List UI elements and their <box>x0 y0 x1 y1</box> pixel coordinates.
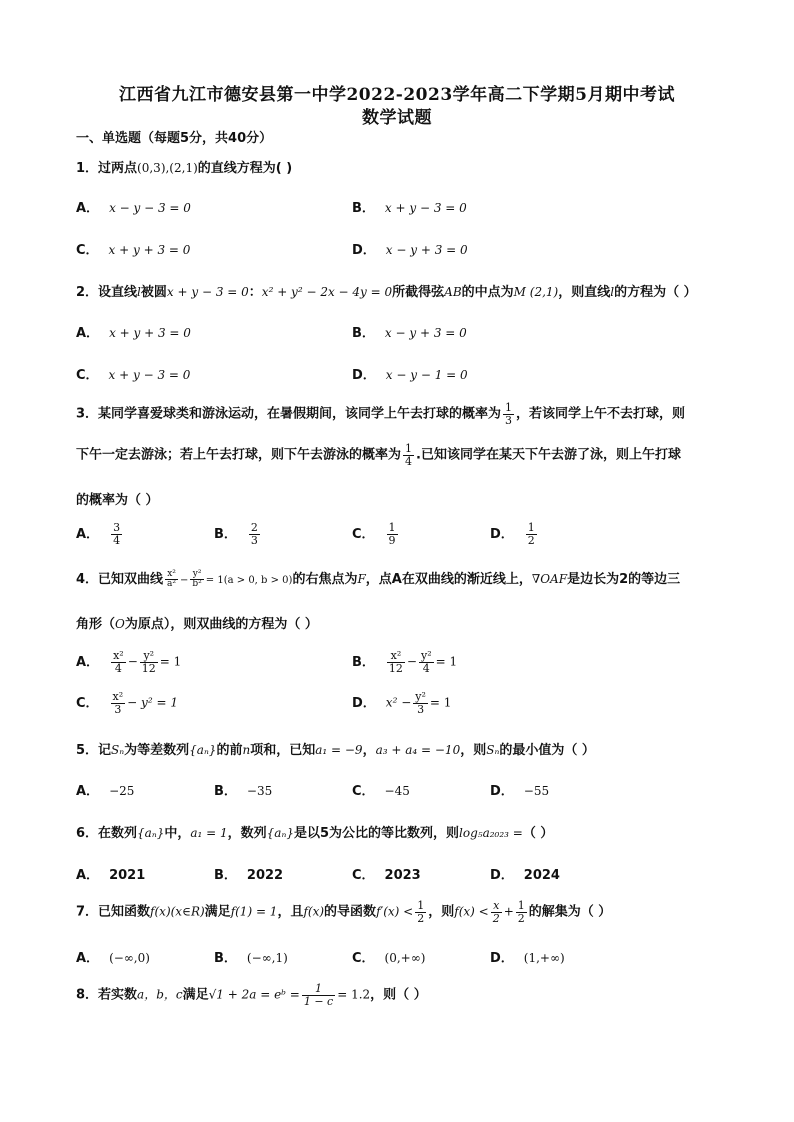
q4-text: 的右焦点为 <box>292 572 358 587</box>
option-label: D． <box>490 526 514 542</box>
q7-half2: $\frac{1}{2}$ <box>517 899 525 925</box>
option-label: C． <box>352 784 375 799</box>
q6-text: （ ） <box>522 826 554 841</box>
option-frac-x: $\frac{\text{x²}}{12}$ <box>388 649 403 675</box>
question-3-line3: 的概率为（ ） <box>76 493 159 508</box>
q2-option-a[interactable] <box>76 322 191 341</box>
q6-option-d[interactable] <box>490 864 560 883</box>
q2-l: l <box>137 285 141 299</box>
option-value: (−∞,0) <box>109 951 150 965</box>
q7-f1: f(1) = 1 <box>230 904 278 919</box>
option-value: $\frac{1}{9}$ <box>388 521 396 547</box>
q7-option-d[interactable] <box>490 947 565 966</box>
q1-option-c[interactable] <box>76 239 190 258</box>
q3-option-c[interactable] <box>352 522 400 546</box>
question-3-line2 <box>76 443 681 467</box>
q8-val: = 1.2 <box>337 987 371 1002</box>
option-label: D． <box>352 695 376 711</box>
option-value: −45 <box>384 784 410 798</box>
option-label: A． <box>76 526 100 542</box>
option-frac-y: $\frac{\text{y²}}{12}$ <box>141 649 156 675</box>
q5-sequence: {aₙ} <box>189 743 217 757</box>
q5-option-b[interactable] <box>214 780 272 799</box>
q5-a34: a₃ + a₄ = −10 <box>375 743 461 757</box>
q2-chord: AB <box>444 285 462 299</box>
option-label: D． <box>490 868 514 883</box>
q3-text: .已知该同学在某天下午去游了泳，则上午打球 <box>416 447 681 463</box>
q5-option-a[interactable] <box>76 780 134 799</box>
option-frac-x: $\frac{\text{x²}}{3}$ <box>112 690 124 716</box>
q5-text: 的最小值为（ ） <box>499 743 595 758</box>
q6-option-a[interactable] <box>76 864 145 883</box>
option-label: A． <box>76 326 100 341</box>
q4-frac-x: $\frac{\text{x²}}{\text{a²}}$ <box>167 568 177 589</box>
q4-condition: = 1(a > 0, b > 0) <box>205 575 293 586</box>
question-4-line2 <box>76 613 318 632</box>
q3-text: 下午一定去游泳；若上午去打球，则下午去游泳的概率为 <box>76 447 402 463</box>
option-minus: − <box>127 654 138 669</box>
option-lead: x² − <box>385 695 412 710</box>
q2-midpoint: M (2,1) <box>513 285 559 299</box>
q1-option-a[interactable] <box>76 197 191 216</box>
question-2-stem <box>76 281 697 300</box>
question-7-stem <box>76 900 611 924</box>
q5-option-c[interactable] <box>352 780 410 799</box>
q3-option-b[interactable] <box>214 522 262 546</box>
section-heading: 一、单选题（每题5分，共40分） <box>76 131 273 146</box>
q6-log: log₅a₂₀₂₃ = <box>459 826 523 840</box>
option-value: x − y − 1 = 0 <box>385 368 468 382</box>
q2-text-c: 所截得弦 <box>392 285 445 300</box>
option-value: $\frac{2}{3}$ <box>250 521 258 547</box>
q6-text: 6．在数列 <box>76 826 138 841</box>
q1-option-b[interactable] <box>352 197 467 216</box>
q2-l2: l <box>610 285 615 299</box>
q7-option-b[interactable] <box>214 947 288 966</box>
q7-text: 满足 <box>204 904 231 920</box>
q6-sequence2: {aₙ} <box>266 826 294 840</box>
question-3-line1 <box>76 402 685 426</box>
q5-text: 5．记 <box>76 743 112 758</box>
q8-expr: √1 + 2a = eᵇ = <box>208 987 300 1002</box>
option-label: B． <box>352 654 375 670</box>
q8-text: 8．若实数 <box>76 987 138 1003</box>
q3-text: 3．某同学喜爱球类和游泳运动，在暑假期间，该同学上午去打球的概率为 <box>76 406 502 422</box>
q4-origin: O <box>115 617 125 631</box>
q4-frac-y: $\frac{\text{y²}}{\text{b²}}$ <box>192 568 202 589</box>
option-value: −55 <box>523 784 550 798</box>
q3-prob-2: $\frac{1}{4}$ <box>405 442 413 468</box>
question-4-line1 <box>76 568 680 589</box>
q5-text: 为等差数列 <box>124 743 190 758</box>
q5-a1: a₁ = −9 <box>315 743 363 757</box>
q7-func: f(x)(x∈R) <box>150 904 205 919</box>
q6-text: ，数列 <box>227 826 267 841</box>
q4-option-b[interactable] <box>352 650 457 674</box>
question-5-stem <box>76 739 595 758</box>
q3-text: ，若该同学上午不去打球，则 <box>516 406 686 422</box>
option-frac-y: $\frac{\text{y²}}{4}$ <box>420 649 432 675</box>
option-value: −25 <box>109 784 135 798</box>
option-label: C． <box>76 368 99 383</box>
option-label: D． <box>352 243 376 258</box>
q7-half: $\frac{1}{2}$ <box>417 899 425 925</box>
q1-text-a: 1．过两点 <box>76 161 138 176</box>
option-rest: − y² = 1 <box>127 695 178 710</box>
q6-text: 中， <box>164 826 191 841</box>
q4-minus: − <box>180 575 189 586</box>
q7-fprime: f′(x) < <box>376 904 414 919</box>
q6-a1: a₁ = 1 <box>190 826 228 840</box>
q6-sequence: {aₙ} <box>137 826 165 840</box>
q6-option-c[interactable] <box>352 864 421 883</box>
q7-plus: + <box>503 904 514 919</box>
q5-text: 的前 <box>216 743 243 758</box>
option-eq: = 1 <box>429 695 452 710</box>
option-value: x + y + 3 = 0 <box>108 243 191 257</box>
q5-sn: Sₙ <box>111 743 125 757</box>
q7-text: 的导函数 <box>324 904 377 920</box>
q5-n: n <box>242 743 251 757</box>
option-value: (−∞,1) <box>246 951 288 965</box>
q7-ineq: f(x) < <box>454 904 489 919</box>
option-eq: = 1 <box>435 654 458 669</box>
question-1-stem <box>76 157 292 176</box>
q2-text-f: 的方程为（ ） <box>614 285 697 300</box>
q4-triangle: ∇OAF <box>531 572 568 586</box>
option-label: C． <box>76 243 99 258</box>
option-frac-y: $\frac{\text{y²}}{3}$ <box>415 690 426 716</box>
option-value: x + y + 3 = 0 <box>109 326 191 340</box>
option-label: B． <box>352 201 375 216</box>
q3-option-d[interactable] <box>490 522 539 546</box>
q8-vars: a，b，c <box>137 987 183 1002</box>
q4-text: 角形（ <box>76 617 116 632</box>
q5-option-d[interactable] <box>490 780 549 799</box>
q2-text-d: 的中点为 <box>461 285 514 300</box>
option-label: C． <box>76 695 99 711</box>
option-value: 2022 <box>246 868 284 883</box>
q8-text: 满足 <box>182 987 209 1003</box>
option-label: B． <box>214 784 237 799</box>
q4-text: 是边长为2的等边三 <box>567 572 681 587</box>
q4-option-a[interactable] <box>76 650 181 674</box>
q7-text: ，则 <box>428 904 455 920</box>
option-value: $\frac{1}{2}$ <box>527 521 535 547</box>
option-value: 2021 <box>109 868 146 883</box>
option-label: D． <box>352 368 376 383</box>
option-label: B． <box>214 868 237 883</box>
q7-fx: f(x) <box>303 904 325 919</box>
q8-frac: $\frac{1}{1 - c}$ <box>303 982 334 1008</box>
q2-text-a: 2．设直线 <box>76 285 138 300</box>
q5-text: 项和，已知 <box>250 743 316 758</box>
q6-option-b[interactable] <box>214 864 283 883</box>
option-label: B． <box>352 326 375 341</box>
q2-option-b[interactable] <box>352 322 467 341</box>
q7-text: 7．已知函数 <box>76 904 151 920</box>
q7-option-c[interactable] <box>352 947 425 966</box>
option-value: x + y − 3 = 0 <box>108 368 191 382</box>
q6-text: 是以5为公比的等比数列，则 <box>293 826 460 841</box>
q1-text-b: 的直线方程为( ) <box>197 161 293 176</box>
option-value: x + y − 3 = 0 <box>384 201 467 215</box>
q2-text-e: ，则直线 <box>558 285 611 300</box>
q2-colon: ： <box>248 285 262 300</box>
option-label: C． <box>352 526 375 542</box>
q2-option-c[interactable] <box>76 364 190 383</box>
q4-focus: F <box>357 572 366 586</box>
option-value: (0,+∞) <box>384 951 426 965</box>
q5-sn2: Sₙ <box>486 743 500 757</box>
q1-points: (0,3),(2,1) <box>137 161 198 175</box>
option-label: C． <box>352 951 375 966</box>
option-label: B． <box>214 526 237 542</box>
option-label: A． <box>76 201 100 216</box>
q7-xhalf: $\frac{x}{2}$ <box>492 899 500 925</box>
q2-option-d[interactable] <box>352 364 468 383</box>
q4-option-d[interactable] <box>352 691 451 715</box>
option-label: A． <box>76 951 100 966</box>
option-value: x − y + 3 = 0 <box>385 243 468 257</box>
option-value: 2023 <box>384 868 421 883</box>
q4-text: ，点A在双曲线的渐近线上， <box>365 572 532 587</box>
q5-text: ，则 <box>460 743 487 758</box>
option-minus: − <box>406 654 417 669</box>
q7-option-a[interactable] <box>76 947 150 966</box>
option-label: A． <box>76 654 100 670</box>
option-label: D． <box>490 951 514 966</box>
option-label: B． <box>214 951 237 966</box>
q7-text: ，且 <box>277 904 304 920</box>
option-label: D． <box>490 784 514 799</box>
q2-circle: x + y − 3 = 0 <box>166 285 249 299</box>
q1-option-d[interactable] <box>352 239 468 258</box>
q4-option-c[interactable] <box>76 691 178 715</box>
q3-option-a[interactable] <box>76 522 124 546</box>
exam-title-line2: 数学试题 <box>362 108 432 128</box>
question-8-stem <box>76 983 427 1007</box>
q5-comma: ， <box>362 743 376 758</box>
q3-prob-1: $\frac{1}{3}$ <box>505 401 513 427</box>
question-6-stem <box>76 822 553 841</box>
q2-circle-eq: x² + y² − 2x − 4y = 0 <box>261 285 393 299</box>
option-label: A． <box>76 784 100 799</box>
q4-text: 4．已知双曲线 <box>76 572 164 587</box>
q4-text: 为原点），则双曲线的方程为（ ） <box>124 617 318 632</box>
option-value: x − y + 3 = 0 <box>384 326 467 340</box>
option-label: A． <box>76 868 100 883</box>
option-value: (1,+∞) <box>523 951 565 965</box>
option-eq: = 1 <box>159 654 182 669</box>
q7-text: 的解集为（ ） <box>528 904 612 920</box>
option-value: $\frac{3}{4}$ <box>113 521 121 547</box>
q2-text-b: 被圆 <box>140 285 167 300</box>
option-value: −35 <box>246 784 273 798</box>
option-value: x − y − 3 = 0 <box>109 201 191 215</box>
option-label: C． <box>352 868 375 883</box>
option-frac-x: $\frac{\text{x²}}{4}$ <box>113 649 124 675</box>
q8-text: ，则（ ） <box>370 987 427 1003</box>
exam-title-line1: 江西省九江市德安县第一中学2022-2023学年高二下学期5月期中考试 <box>118 85 675 105</box>
option-value: 2024 <box>523 868 560 883</box>
